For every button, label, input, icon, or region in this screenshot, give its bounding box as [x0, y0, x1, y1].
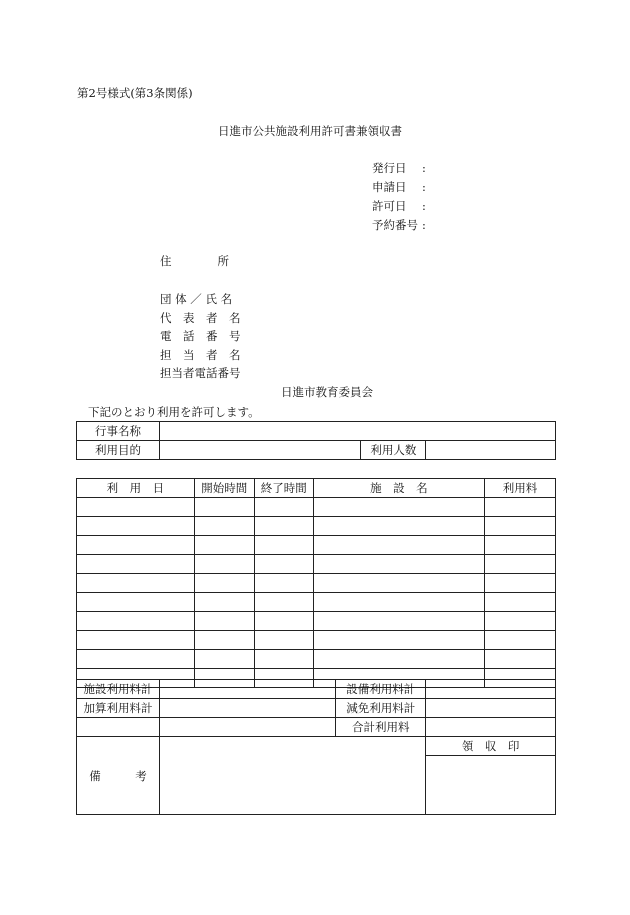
table-cell	[194, 574, 254, 593]
facility-fee-field	[159, 680, 335, 699]
blank-cell	[77, 718, 160, 737]
document-title: 日進市公共施設利用許可書兼領収書	[218, 124, 402, 138]
table-row	[77, 631, 556, 650]
table-cell	[485, 650, 556, 669]
equipment-fee-field	[426, 680, 556, 699]
purpose-field	[159, 441, 360, 460]
table-row	[77, 555, 556, 574]
attendees-label: 利用人数	[361, 441, 426, 460]
table-cell	[77, 498, 195, 517]
event-name-label: 行事名称	[77, 422, 160, 441]
table-cell	[485, 517, 556, 536]
table-cell	[194, 612, 254, 631]
exemption-label: 減免利用料計	[336, 699, 426, 718]
table-cell	[194, 536, 254, 555]
application-date-colon: :	[422, 180, 426, 194]
table-cell	[485, 574, 556, 593]
table-cell	[77, 536, 195, 555]
person-in-charge-label: 担 当 者 名	[160, 347, 241, 362]
permit-date-row	[372, 197, 426, 216]
group-name-label: 団 体 ／ 氏 名	[160, 292, 233, 306]
fee-row-1	[77, 680, 556, 699]
table-cell	[77, 593, 195, 612]
table-cell	[313, 498, 484, 517]
table-cell	[194, 517, 254, 536]
purpose-row	[77, 441, 556, 460]
table-cell	[194, 498, 254, 517]
blank-field	[159, 718, 335, 737]
table-cell	[194, 631, 254, 650]
remarks-field	[159, 737, 425, 815]
table-cell	[77, 631, 195, 650]
table-cell	[485, 498, 556, 517]
total-fee-field	[426, 718, 556, 737]
issue-date-label: 発行日	[372, 161, 407, 175]
event-info-table	[76, 421, 556, 460]
table-row	[77, 574, 556, 593]
table-cell	[194, 555, 254, 574]
usage-header-row	[77, 479, 556, 498]
fee-table	[76, 679, 556, 815]
table-cell	[485, 612, 556, 631]
table-cell	[254, 631, 313, 650]
table-cell	[77, 612, 195, 631]
table-cell	[254, 555, 313, 574]
table-cell	[77, 650, 195, 669]
event-name-field	[159, 422, 555, 441]
form-number: 第2号様式(第3条関係)	[77, 86, 193, 100]
table-cell	[485, 631, 556, 650]
receipt-stamp-label: 領 収 印	[426, 737, 556, 756]
receipt-stamp-area	[426, 756, 556, 815]
issue-date-row	[372, 159, 426, 178]
table-cell	[254, 517, 313, 536]
usage-fee-header: 利用料	[485, 479, 556, 498]
table-cell	[77, 574, 195, 593]
total-fee-label: 合計利用料	[336, 718, 426, 737]
table-cell	[254, 593, 313, 612]
person-phone-label: 担当者電話番号	[160, 366, 241, 380]
event-name-row	[77, 422, 556, 441]
reservation-number-label: 予約番号	[372, 218, 418, 232]
table-cell	[313, 612, 484, 631]
purpose-label: 利用目的	[77, 441, 160, 460]
application-date-label: 申請日	[372, 180, 407, 194]
table-row	[77, 612, 556, 631]
table-cell	[313, 574, 484, 593]
table-cell	[485, 555, 556, 574]
issuer-name: 日進市教育委員会	[281, 385, 373, 399]
table-row	[77, 517, 556, 536]
table-cell	[254, 536, 313, 555]
usage-table	[76, 478, 556, 688]
table-cell	[194, 593, 254, 612]
exemption-field	[426, 699, 556, 718]
fee-row-2	[77, 699, 556, 718]
table-row	[77, 593, 556, 612]
address-label: 住 所	[160, 254, 229, 268]
table-cell	[313, 536, 484, 555]
permit-date-colon: :	[422, 199, 426, 213]
reservation-number-colon: :	[422, 218, 426, 232]
attendees-field	[426, 441, 556, 460]
table-cell	[77, 517, 195, 536]
table-row	[77, 536, 556, 555]
issue-date-colon: :	[422, 161, 426, 175]
reservation-number-row	[372, 216, 426, 235]
fee-row-3	[77, 718, 556, 737]
table-cell	[313, 593, 484, 612]
start-time-header: 開始時間	[194, 479, 254, 498]
receipt-header-row	[77, 737, 556, 756]
table-cell	[313, 650, 484, 669]
equipment-fee-label: 設備利用料計	[336, 680, 426, 699]
permit-date-label: 許可日	[372, 199, 407, 213]
applicant-info	[160, 290, 241, 383]
facility-fee-label: 施設利用料計	[77, 680, 160, 699]
application-date-row	[372, 178, 426, 197]
table-cell	[485, 536, 556, 555]
table-cell	[313, 517, 484, 536]
facility-name-header: 施 設 名	[313, 479, 484, 498]
table-cell	[254, 574, 313, 593]
usage-rows	[77, 498, 556, 688]
table-cell	[77, 555, 195, 574]
table-cell	[254, 650, 313, 669]
table-cell	[485, 593, 556, 612]
phone-label: 電 話 番 号	[160, 329, 241, 343]
remarks-label: 備 考	[77, 737, 160, 815]
usage-date-header: 利 用 日	[77, 479, 195, 498]
table-row	[77, 498, 556, 517]
table-row	[77, 650, 556, 669]
surcharge-label: 加算利用料計	[77, 699, 160, 718]
table-cell	[254, 498, 313, 517]
table-cell	[313, 631, 484, 650]
representative-label: 代 表 者 名	[160, 310, 241, 325]
table-cell	[194, 650, 254, 669]
issue-info	[372, 159, 426, 235]
end-time-header: 終了時間	[254, 479, 313, 498]
surcharge-field	[159, 699, 335, 718]
table-cell	[254, 612, 313, 631]
table-cell	[313, 555, 484, 574]
permit-statement: 下記のとおり利用を許可します。	[88, 405, 260, 419]
